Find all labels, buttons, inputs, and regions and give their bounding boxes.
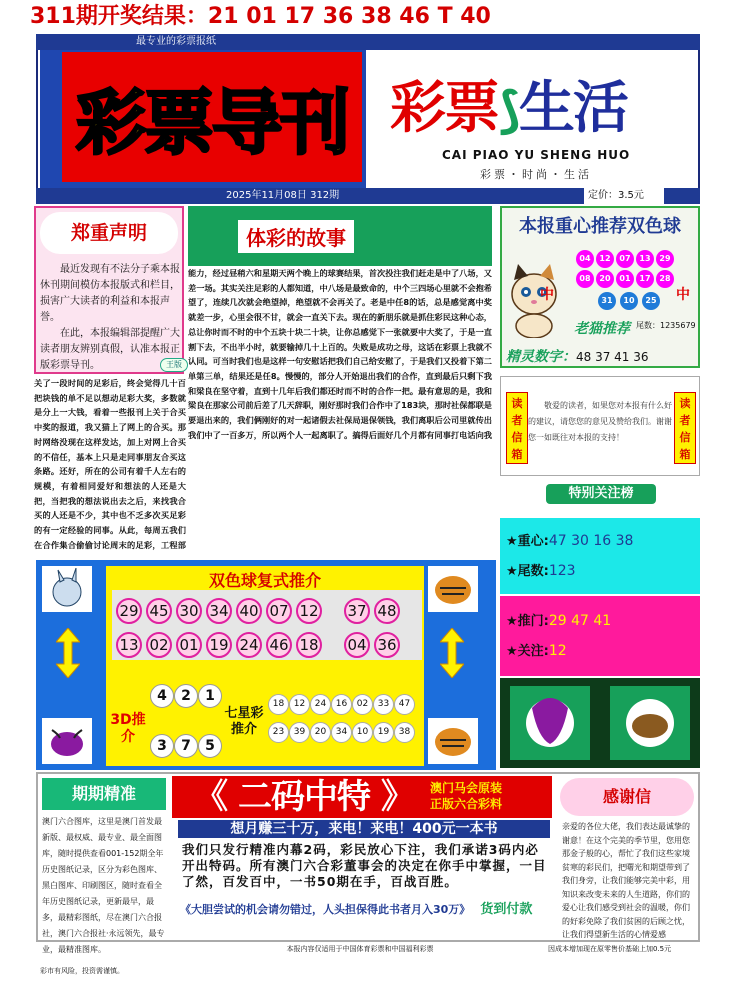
- compound-ball: 07: [266, 598, 292, 624]
- compound-ball: 29: [116, 598, 142, 624]
- erma-side-2: 正版六合彩料: [430, 797, 503, 811]
- special-tail: ★尾数:123: [506, 563, 576, 579]
- recommend-ball: 17: [636, 270, 654, 288]
- special-push: ★推门:29 47 41: [506, 613, 612, 629]
- compound-ball: 19: [206, 632, 232, 658]
- erma-side-1: 澳门马会原装: [430, 781, 503, 795]
- compound-ball: 36: [374, 632, 400, 658]
- compound-ball: 04: [344, 632, 370, 658]
- thanks-title: 感谢信: [560, 778, 694, 816]
- qxc-ball: 18: [268, 694, 289, 715]
- zodiac-icons: [500, 678, 700, 768]
- qxc-ball: 10: [352, 722, 373, 743]
- recommend-ball: 04: [576, 250, 594, 268]
- compound-ball: 34: [206, 598, 232, 624]
- compound-ball: 37: [344, 598, 370, 624]
- heart-value: 47 30 16 38: [548, 533, 634, 549]
- recommend-blue-ball: 10: [620, 292, 638, 310]
- d3-ball: 3: [150, 734, 174, 758]
- recommend-ball: 29: [656, 250, 674, 268]
- thanks-text: 亲爱的各位大佬，我们表达最诚挚的谢意！在这个完美的季节里，您用您那金子般的心，帮忙了我们这些家境贫寒的彩民们，把曙光和期望带到了我们身旁，让我们能够完美中彩，用知识来改变未来的人生道路，你们的爱心让我们感受到社会的温暖，你们的好彩免除了我们贫困的后顾之忧，让我们得望新生活的心情爱感: [562, 822, 690, 939]
- spirit-label: 精灵数字：: [506, 349, 576, 365]
- qxc-ball: 39: [289, 722, 310, 743]
- qxc-label: 七星彩推介: [224, 706, 264, 737]
- logo-right-a: 彩票: [390, 76, 498, 141]
- d3-ball: 5: [198, 734, 222, 758]
- special-title: 特别关注榜: [546, 484, 656, 504]
- push-value: 29 47 41: [548, 613, 612, 629]
- recommend-ball: 28: [656, 270, 674, 288]
- notice-p1: 最近发现有不法分子乘本报休刊期间模仿本报版式和栏目，损害广大读者的利益和本报声誉。: [40, 264, 180, 323]
- erma-foot-text: 《大胆尝试的机会请勿错过，人头担保得此书者月入30万》: [180, 903, 471, 916]
- tail-value: 123: [548, 563, 576, 579]
- recommend-title: 本报重心推荐双色球: [519, 216, 681, 237]
- erma-body: 我们只发行精准内幕2码，彩民放心下注，我们承诺3码内必开出特码。所有澳门六合彩董事会的决定在你手中掌握，一目了然，百发百中，一书50期在手，百战百胜。: [182, 842, 547, 889]
- compound-ball: 40: [236, 598, 262, 624]
- zhong-right: 中: [676, 287, 690, 303]
- laomao-label: 老猫推荐: [574, 321, 630, 337]
- zhong-left: 中: [540, 287, 554, 303]
- compound-ball: 13: [116, 632, 142, 658]
- story-text-right: 能力，经过昼稍六和星期天两个晚上的球赛结果，首次投注我们赶走是中了八场，又差一场。其实关注足彩的人都知道，中八场是最致命的，中个三四场心里就不会抱希望了，连续几次就会绝望掉，绝望就不会再关了。老是中任8的话，总是感觉离中奖就差一步，心里会很不甘，就会一直关下去。现在的新朋乐就是抓住彩民这种心态，总让你时而不时的中个五块十块二十块，让你总感觉下一张就要中大奖了，于是一直割下去，不出半小时，就要输掉几十上百的。失败是成功之母，这话在彩票上我就不认同。可当时我们也是这样一句安慰话把我们自己给安慰了，于是我们又投着下第二单第三单，结果还是任8。慢慢的，部分人开始退出我们的合作，直到最后只剩下我和梁良在坚守着，直到十几年后我们都还时而不时的合作一把。最有意思的是，我和梁良在那家公司前后差了几天辞职，刚好那时我们合作中了183块，那时社保都联是要退出来的，我们俩刚好的对一起诸假去社保局退保领钱，我们离职后公司里就传出我们中了一百多万，所以两个人一起离职了。搞得后面好几个月都有同事打电话向我: [188, 268, 492, 440]
- logo-left-text: 彩票导刊: [76, 81, 348, 164]
- story-title: 体彩的故事: [238, 220, 354, 253]
- footer-right: 因成本增加现在原零售价基础上加0.5元: [548, 945, 672, 953]
- qxc-ball: 19: [373, 722, 394, 743]
- special-cyan-panel: [500, 518, 700, 594]
- notice-title: 郑重声明: [40, 212, 178, 254]
- price: 定价：3.5元: [584, 188, 664, 204]
- tiger-tile: [428, 566, 478, 612]
- heart-label: 重心:: [517, 534, 549, 549]
- d3-ball: 2: [174, 684, 198, 708]
- d3-label: 3D推介: [110, 712, 146, 745]
- draw-result: 311期开奖结果：21 01 17 36 38 46 T 40: [0, 0, 736, 34]
- notice-p2: 在此，本报编辑部提醒广大读者朋友辨别真假，认准本报正版彩票导刊。: [40, 328, 180, 371]
- compound-ball: 01: [176, 632, 202, 658]
- compound-ball: 24: [236, 632, 262, 658]
- compound-ball: 46: [266, 632, 292, 658]
- ox-tile: [42, 718, 92, 764]
- erma-cod: 货到付款: [480, 902, 533, 917]
- tiger-icon-2: [430, 720, 476, 762]
- compound-ball: 48: [374, 598, 400, 624]
- qxc-ball: 23: [268, 722, 289, 743]
- d3-ball: 1: [198, 684, 222, 708]
- watch-value: 12: [548, 643, 567, 659]
- arrow-left-icon: [56, 628, 80, 678]
- d3-ball: 7: [174, 734, 198, 758]
- special-pink-panel: [500, 596, 700, 676]
- logo-right: [370, 54, 696, 184]
- tiger-tile-2: [428, 718, 478, 764]
- issue-date: 2025年11月08日 312期: [226, 190, 340, 201]
- recommend-ball: 12: [596, 250, 614, 268]
- qq-title: 期期精准: [42, 778, 166, 810]
- spirit-value: 48 37 41 36: [576, 350, 649, 364]
- recommend-ball: 01: [616, 270, 634, 288]
- watch-label: 关注:: [517, 644, 549, 659]
- qxc-ball: 34: [331, 722, 352, 743]
- compound-ball: 12: [296, 598, 322, 624]
- story-text-left: 关了一段时间的足彩后，终会觉得几十百把块钱的单不足以想动足彩大奖，多数就是分上一大钱，看着一些报刊上关于合买中奖的报道，我又猫上了网上的合买。那时网络没现在这样发达，加上对网上合买的不信任，基本上只是走同事朋友合买这条路。还好，所在的公司有着千人左右的规模，有着相同爱好和想法的人还是大把，当把我的想法说出去之后，来找我合买的人还是不少，其中也不乏多次买足彩的有一定经验的同事。从此，每周五我们在合作集合偷偷讨论周末的足彩，工程部: [34, 378, 186, 550]
- swoosh-icon: ⟆: [498, 81, 519, 139]
- tail-number: 尾数：1235679: [636, 321, 696, 330]
- tail-label: 尾数:: [517, 564, 549, 579]
- recommend-blue-ball: 31: [598, 292, 616, 310]
- date-bar: [36, 188, 700, 204]
- recommend-ball: 13: [636, 250, 654, 268]
- recommend-ball: 20: [596, 270, 614, 288]
- d3-ball: 4: [150, 684, 174, 708]
- logo-pinyin: CAI PIAO YU SHENG HUO: [442, 148, 631, 162]
- rabbit-icon: [44, 568, 90, 610]
- qxc-ball: 33: [373, 694, 394, 715]
- reader-badge-left: 读者信箱: [506, 392, 528, 464]
- spirit-number: [506, 346, 700, 370]
- qxc-ball: 47: [394, 694, 415, 715]
- erma-side: [430, 780, 554, 812]
- logo-sub: 彩票・时尚・生活: [480, 168, 592, 181]
- logo-right-b: 生活: [518, 76, 627, 141]
- footer-left: 本报内容仅适用于中国体育彩票和中国福利彩票: [286, 945, 434, 953]
- compound-ball: 18: [296, 632, 322, 658]
- erma-sub: 想月赚三十万，来电！来电！400元一本书: [178, 820, 550, 838]
- notice-body: [40, 262, 180, 374]
- compound-ball: 45: [146, 598, 172, 624]
- compound-ball: 30: [176, 598, 202, 624]
- compound-title: 双色球复式推介: [208, 571, 321, 590]
- erma-foot: [180, 898, 552, 917]
- rabbit-tile: [42, 566, 92, 612]
- qq-text: 澳门六合图库，这里是澳门首发最新版、最权威、最专业、最全面图库，随时提供查看001-152期全年历史图纸记录，区分为彩色图库、黑白图库、印刷图区，随时查看全年历史图纸记录，更新最早，最多，最精彩图纸，尽在澳门六合报社，澳门六合报社·永远领先，最专业，最精准图库。: [42, 817, 165, 954]
- recommend-ball: 07: [616, 250, 634, 268]
- reader-text: 敬爱的读者，如果您对本报有什么好的建议，请您您的意见及赞给我们。谢谢您一如既往对本报的支持！: [528, 401, 672, 442]
- notice-badge: 王版: [160, 358, 188, 372]
- erma-title: 《 二码中特 》: [194, 777, 414, 817]
- recommend-blue-ball: 25: [642, 292, 660, 310]
- push-label: 推门:: [517, 614, 549, 629]
- reader-badge-right: 读者信箱: [674, 392, 696, 464]
- qxc-ball: 24: [310, 694, 331, 715]
- animal-panel: [500, 678, 700, 768]
- ox-icon: [44, 720, 90, 762]
- qxc-ball: 20: [310, 722, 331, 743]
- arrow-right-icon: [440, 628, 464, 678]
- recommend-ball: 08: [576, 270, 594, 288]
- tiger-icon: [430, 568, 476, 610]
- qxc-ball: 02: [352, 694, 373, 715]
- qxc-ball: 16: [331, 694, 352, 715]
- story-header: [188, 206, 492, 266]
- tagline: 最专业的彩票报纸: [36, 34, 700, 50]
- compound-ball: 02: [146, 632, 172, 658]
- special-watch: ★关注:12: [506, 643, 567, 659]
- qxc-ball: 12: [289, 694, 310, 715]
- qxc-ball: 38: [394, 722, 415, 743]
- special-heart: ★重心:47 30 16 38: [506, 533, 634, 549]
- logo-left: [62, 52, 362, 182]
- footer-risk: 彩市有风险，投资需谨慎。: [40, 967, 124, 975]
